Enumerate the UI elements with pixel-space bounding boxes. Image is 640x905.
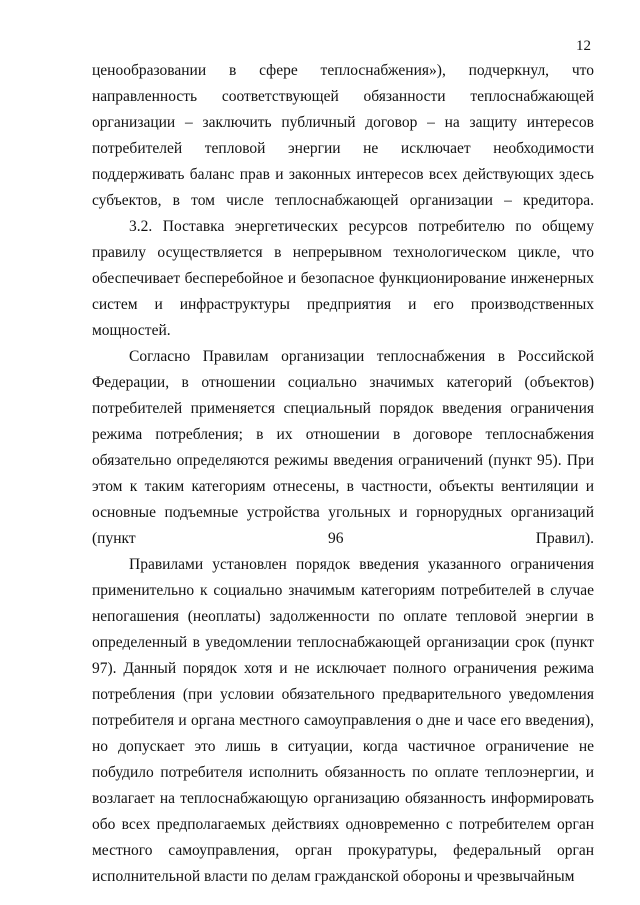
line: обязательно определяются режимы введения ограничений (пункт 95). При xyxy=(92,452,594,469)
line: организации – кредитора. xyxy=(409,192,595,209)
line: возлагает на теплоснабжающую организацию обязанность информировать xyxy=(92,790,594,807)
line: Правилами установлен порядок введения указанного ограничения xyxy=(129,556,594,573)
line: потребителей применяется специальный порядок введения ограничения xyxy=(92,400,594,417)
line: исключает необходимости поддерживать баланс прав и законных интересов xyxy=(92,140,595,183)
line: но допускает это лишь в ситуации, когда частичное ограничение не xyxy=(92,738,594,755)
line: 97). Данный порядок хотя и не исключает полного ограничения режима xyxy=(92,660,594,677)
line: правилу осуществляется в непрерывном технологическом цикле, что xyxy=(92,244,594,261)
line: всех действующих здесь субъектов, в том числе теплоснабжающей xyxy=(92,166,594,209)
line: обо всех предполагаемых действиях одновременно с потребителем орган xyxy=(92,816,594,833)
line: (пункт 96 Правил). xyxy=(92,530,594,547)
page-number: 12 xyxy=(576,38,591,54)
line: систем и инфраструктуры предприятия и его производственных мощностей. xyxy=(92,296,594,339)
paragraph-3 xyxy=(92,344,594,552)
line: определенный в уведомлении теплоснабжающей организации срок (пункт xyxy=(92,634,594,651)
line: этом к таким категориям отнесены, в частности, объекты вентиляции и xyxy=(92,478,594,495)
line: Согласно Правилам организации теплоснабжения в Российской xyxy=(129,348,594,365)
line: потребления (при условии обязательного предварительного уведомления xyxy=(92,686,594,703)
line: публичный договор – на защиту интересов потребителей тепловой энергии не xyxy=(92,114,595,157)
line: ценообразовании в сфере теплоснабжения»), подчеркнул, что направленность xyxy=(92,62,594,105)
line: исполнительной власти по делам гражданской обороны и чрезвычайным xyxy=(92,868,575,885)
line: 3.2. Поставка энергетических ресурсов потребителю по общему xyxy=(129,218,594,235)
line: побудило потребителя исполнить обязанность по оплате теплоэнергии, и xyxy=(92,764,594,781)
line: применительно к социально значимым категориям потребителей в случае xyxy=(92,582,594,599)
line: режима потребления; в их отношении в договоре теплоснабжения xyxy=(92,426,594,443)
line: Федерации, в отношении социально значимых категорий (объектов) xyxy=(92,374,594,391)
line: основные подъемные устройства угольных и горнорудных организаций xyxy=(92,504,594,521)
body-text xyxy=(92,58,594,890)
line: местного самоуправления, орган прокуратуры, федеральный орган xyxy=(92,842,594,859)
line: соответствующей обязанности теплоснабжающей организации – заключить xyxy=(92,88,595,131)
line: непогашения (неоплаты) задолженности по оплате тепловой энергии в xyxy=(92,608,594,625)
paragraph-2 xyxy=(92,214,594,344)
line: обеспечивает бесперебойное и безопасное функционирование инженерных xyxy=(92,270,594,287)
paragraph-1 xyxy=(92,58,594,214)
line: потребителя и органа местного самоуправления о дне и часе его введения), xyxy=(92,712,594,729)
paragraph-4 xyxy=(92,552,594,890)
